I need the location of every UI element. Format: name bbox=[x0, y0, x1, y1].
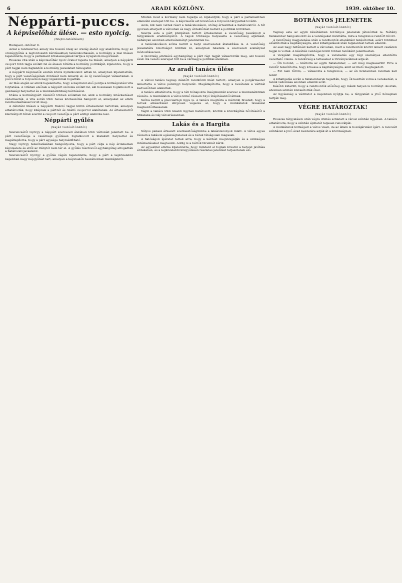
paragraph: Nagy György felszólalásában hangsúlyozta, hogy a párt célja a nép érdekeinek képviselete és ettől az iránytól nem tér el. A gyűlés résztvevői egyhangúlag elfogadták a határozati javaslatot. bbox=[5, 141, 133, 154]
paragraph: Az egyesület elnöke kijelentette, hogy mindent el fognak követni a helyzet javítása érdekében, és a legközelebbi közgyűlésen részletes jelentést terjesztenek elő. bbox=[137, 144, 265, 153]
columns bbox=[5, 16, 397, 579]
paragraph: Szóba került a piaccsarnok ügye is. A tanács megbízta a mérnöki hivatalt, hogy a tervek elkészítését sürgősen végezze el, hogy a munkálatok tavasszal megkezdődhessenek. bbox=[137, 97, 265, 110]
page-header bbox=[5, 4, 397, 14]
newspaper-name: ARADI KÖZLÖNY. bbox=[151, 6, 205, 12]
column-3 bbox=[269, 16, 397, 579]
paragraph: Miután most a kormány nem fogadja el, kijelentjük, hogy a párt a parlamentben ellenzéki szerepet tölt be. A képviselők ezt követően a folyosón tárgyaltak tovább. bbox=[137, 16, 265, 23]
paragraph: Később kiderült, hogy a rendbontók előzőleg egy másik helyen is botrányt okoztak, ahonnan szintén kiutasították őket. bbox=[269, 84, 397, 93]
article-title: Néppárti-puccs. bbox=[7, 16, 131, 30]
divider bbox=[269, 102, 397, 103]
divider bbox=[137, 64, 265, 65]
paragraph: A vizsgálat megállapította, hogy a verekedés egy régi személyes ellentétre vezethető vissza. A rendőrség a tetteseket a törvényszéknek adja át. bbox=[269, 53, 397, 61]
section-heading: BOTRÁNYOS JELENETEK bbox=[293, 18, 373, 24]
paragraph: Az eset nagy feltűnést keltett a városban, mert a rendbontók között ismert családok tagjai is voltak. A kávéház vendégei közül többen tanúként jelentkeztek. bbox=[269, 45, 397, 54]
paragraph: — Ezt nem tűröm, — válaszolta a tulajdonos, — az én üzletemben rendnek kell lenni! bbox=[269, 68, 397, 77]
section-subheading: (Saját tudósítónktól) bbox=[182, 73, 220, 78]
paragraph: A hatóságok ígéretet tettek arra, hogy a kérdést megvizsgálják és a szükséges intézkedéseket megteszik. Addig is a bérlők türelmét kérik. bbox=[137, 136, 265, 145]
paragraph: A tanács elhatározta, hogy a téli hónapokra ínségmunkát szervez a munkanélküliek részére. A munkálatok a város külső részein folyó útépítésekből állnak. bbox=[137, 89, 265, 98]
paragraph: A városi tanács tegnap délelőtt rendkívüli ülést tartott, amelyen a polgármester ismertette a város pénzügyi helyzetét. Megállapította, hogy a bevételek a vártnál kedvezőbben alakultak. bbox=[137, 78, 265, 90]
issue-date: 1939. október 10. bbox=[345, 6, 395, 12]
paragraph: — Ön bolond, — kiáltotta az egyik fiatalember, — ezt még megkeserüli! Erre a rendőr felszólította, hogy kövesse a kapitányságra, amit az illető megtagadott. bbox=[269, 61, 397, 69]
paragraph: Az ülés elején az elnök bejelentette, hogy a napirend első pontja a költségvetési vita folytatása. A vitában elsőnek a néppárt szónoka szólalt fel, aki hosszasan foglalkozott a gazdasági helyzettel és a munkanélküliség kérdésével. bbox=[5, 81, 133, 93]
paragraph: A néppárti képviselők ezután közös nyilatkozatot adtak ki, amelyben kijelentették, hogy a párt vezetőségének döntését nem ismerik el, és új vezetőséget választanak. A puccs hírét a folyosókon nagy izgalommal fogadták. bbox=[5, 69, 133, 82]
section-heading: Az aradi tanács ülése bbox=[168, 66, 234, 73]
paragraph: Szerda este a párt klubjában tartott értekezleten a vezetőség beszámolt a tárgyalások eredményéről. A tagok többsége helyeselte a vezetőség eljárását, néhányan azonban ellenvéleményt jelentettek be. bbox=[137, 30, 265, 42]
section-heading: VÉGRE HATÁROZTAK! bbox=[298, 105, 368, 112]
paragraph: Azok, kik nem vettek részt a tanácskozáson, utólag értesültek a határozatról. A hír gyorsan elterjedt a városban és nagy érdeklődést keltett a politikai körökben. bbox=[137, 22, 265, 31]
paragraph: Tegnap este az egyik kávéházban botrányos jelenetek játszódtak le. Néhány fiatalember hangoskodott és a vendégeket inzultálta, mire a tulajdonos rendőrt hívott. bbox=[269, 29, 397, 38]
divider bbox=[137, 119, 265, 120]
paragraph: Hosszas tárgyalások után végre döntés született a városi színház ügyében. A tanács elhatározta, hogy a színház épületét teljesen renoválják. bbox=[269, 117, 397, 125]
article-subtitle: A képviselőház ülése. — esto nyolcig. bbox=[6, 30, 132, 37]
paragraph: A munkálatok költségeit a város viseli, de az állam is hozzájárulást ígért. A renovált színházat a jövő évad kezdetére adják át a közönségnek. bbox=[269, 124, 397, 133]
column-1 bbox=[5, 16, 133, 579]
paragraph: A rendőrség megjelenése után a rendbontók ellenállást tanúsítottak, ezért többüket előállították a kapitányságra, ahol kihallgatásuk után feljelentést tettek ellenük. bbox=[269, 37, 397, 46]
paragraph: Végül a tanács több kisebb ügyben határozott, köztük a közvilágítás bővítéséről a Mikelaka és Gáj városrészekben. bbox=[137, 109, 265, 117]
paragraph: Az ügyészség a vádiratot a napokban nyújtja be, a tárgyalást a jövő hónapban tartják meg. bbox=[269, 92, 397, 100]
paragraph: A kihallgatás során a fiatalemberek tagadták, hogy ők kezdték volna a verekedést, a tanúk vallomása azonban ellenük szólt. bbox=[269, 76, 397, 85]
paragraph: Szerencséről György a néppárt szervezeti életében több változást jelentett be. A párt vezetősége a vasárnapi gyűlésen foglalkozott a kialakult helyzettel és megállapította, hogy a párt egysége helyreállítható. bbox=[5, 130, 133, 142]
column-2 bbox=[137, 16, 265, 579]
article-byline: (Telefon-tudósításunk) bbox=[54, 38, 84, 41]
paragraph: Szerencséről György a gyűlés végén bejelentette, hogy a párt a legközelebbi napokban nagy népgyűlést tart, amelyen a képviselők beszámolnak munkájukról. bbox=[5, 153, 133, 161]
section-heading: Néppárti gyűlés bbox=[44, 118, 94, 125]
page-number: 6 bbox=[7, 6, 11, 12]
paragraph: Utána a kormánypárt részéről többen szólaltak fel, akik a kormány intézkedéseit védelmezték. A vita során több heves közbeszólás hangzott el, amelyeket az elnök rendreutasítással torolt meg. bbox=[5, 92, 133, 105]
paragraph: Budapest, október 9. bbox=[9, 42, 40, 47]
section-subheading: (Saját tudósítónktól) bbox=[314, 25, 352, 29]
paragraph: Azzal a rendszerrel, amely ma hosszú ideig az ország életét ugy alakította, hogy az országgyűlés a legfontosabb kérdésekben tanácskozhassék, a kormány a mai ülésen bejelentette, hogy a parlament kötelességének tartja a nyugalom megőrzését. bbox=[5, 46, 133, 59]
paragraph: A délutáni ülésen a néppárti frakció tagjai külön értekezletet tartottak, amelyen elhatározták, hogy kilépnek a pártból és önálló csoportot alakítanak. Az értekezletről kiszivárgott hírek szerint a csoport vezetője a párt eddigi alelnöke lesz. bbox=[5, 104, 133, 116]
paragraph: Hosszas vita után a képviselőház nyolc órakor fejezte be ülését, amelyen a néppárti csoport több tagja szólalt fel és élesen bírálta a kormány politikáját, kijelentve, hogy a párt tagjai nem hajlandók a kormány javaslatait támogatni. bbox=[5, 58, 133, 70]
section-heading: Lakás és a Hargita bbox=[172, 122, 230, 129]
section-subheading: (Saját tudósítónktól) bbox=[314, 112, 352, 117]
paragraph: Súlyos panasz érkezett szerkesztőségünkbe a lakásviszonyok miatt. A város egyes részein a lakások egészségtelenek és a bérek túlságosan magasak. bbox=[137, 129, 265, 137]
section-subheading: (Saját tudósítónktól) bbox=[50, 125, 88, 130]
paragraph: A bizottság elnökévé egyhangúlag a párt régi tagját választották meg, aki hosszú évek óta vezető szerepet tölt be a vármegye politikai életében. bbox=[137, 53, 265, 62]
paragraph: A tanácskozáson szóba került a helyi szervezetek átalakítása is. A vezetőség javaslatára bizottságot küldtek ki, amelynek feladata a szervezeti szabályzat módosítása lesz. bbox=[137, 42, 265, 54]
